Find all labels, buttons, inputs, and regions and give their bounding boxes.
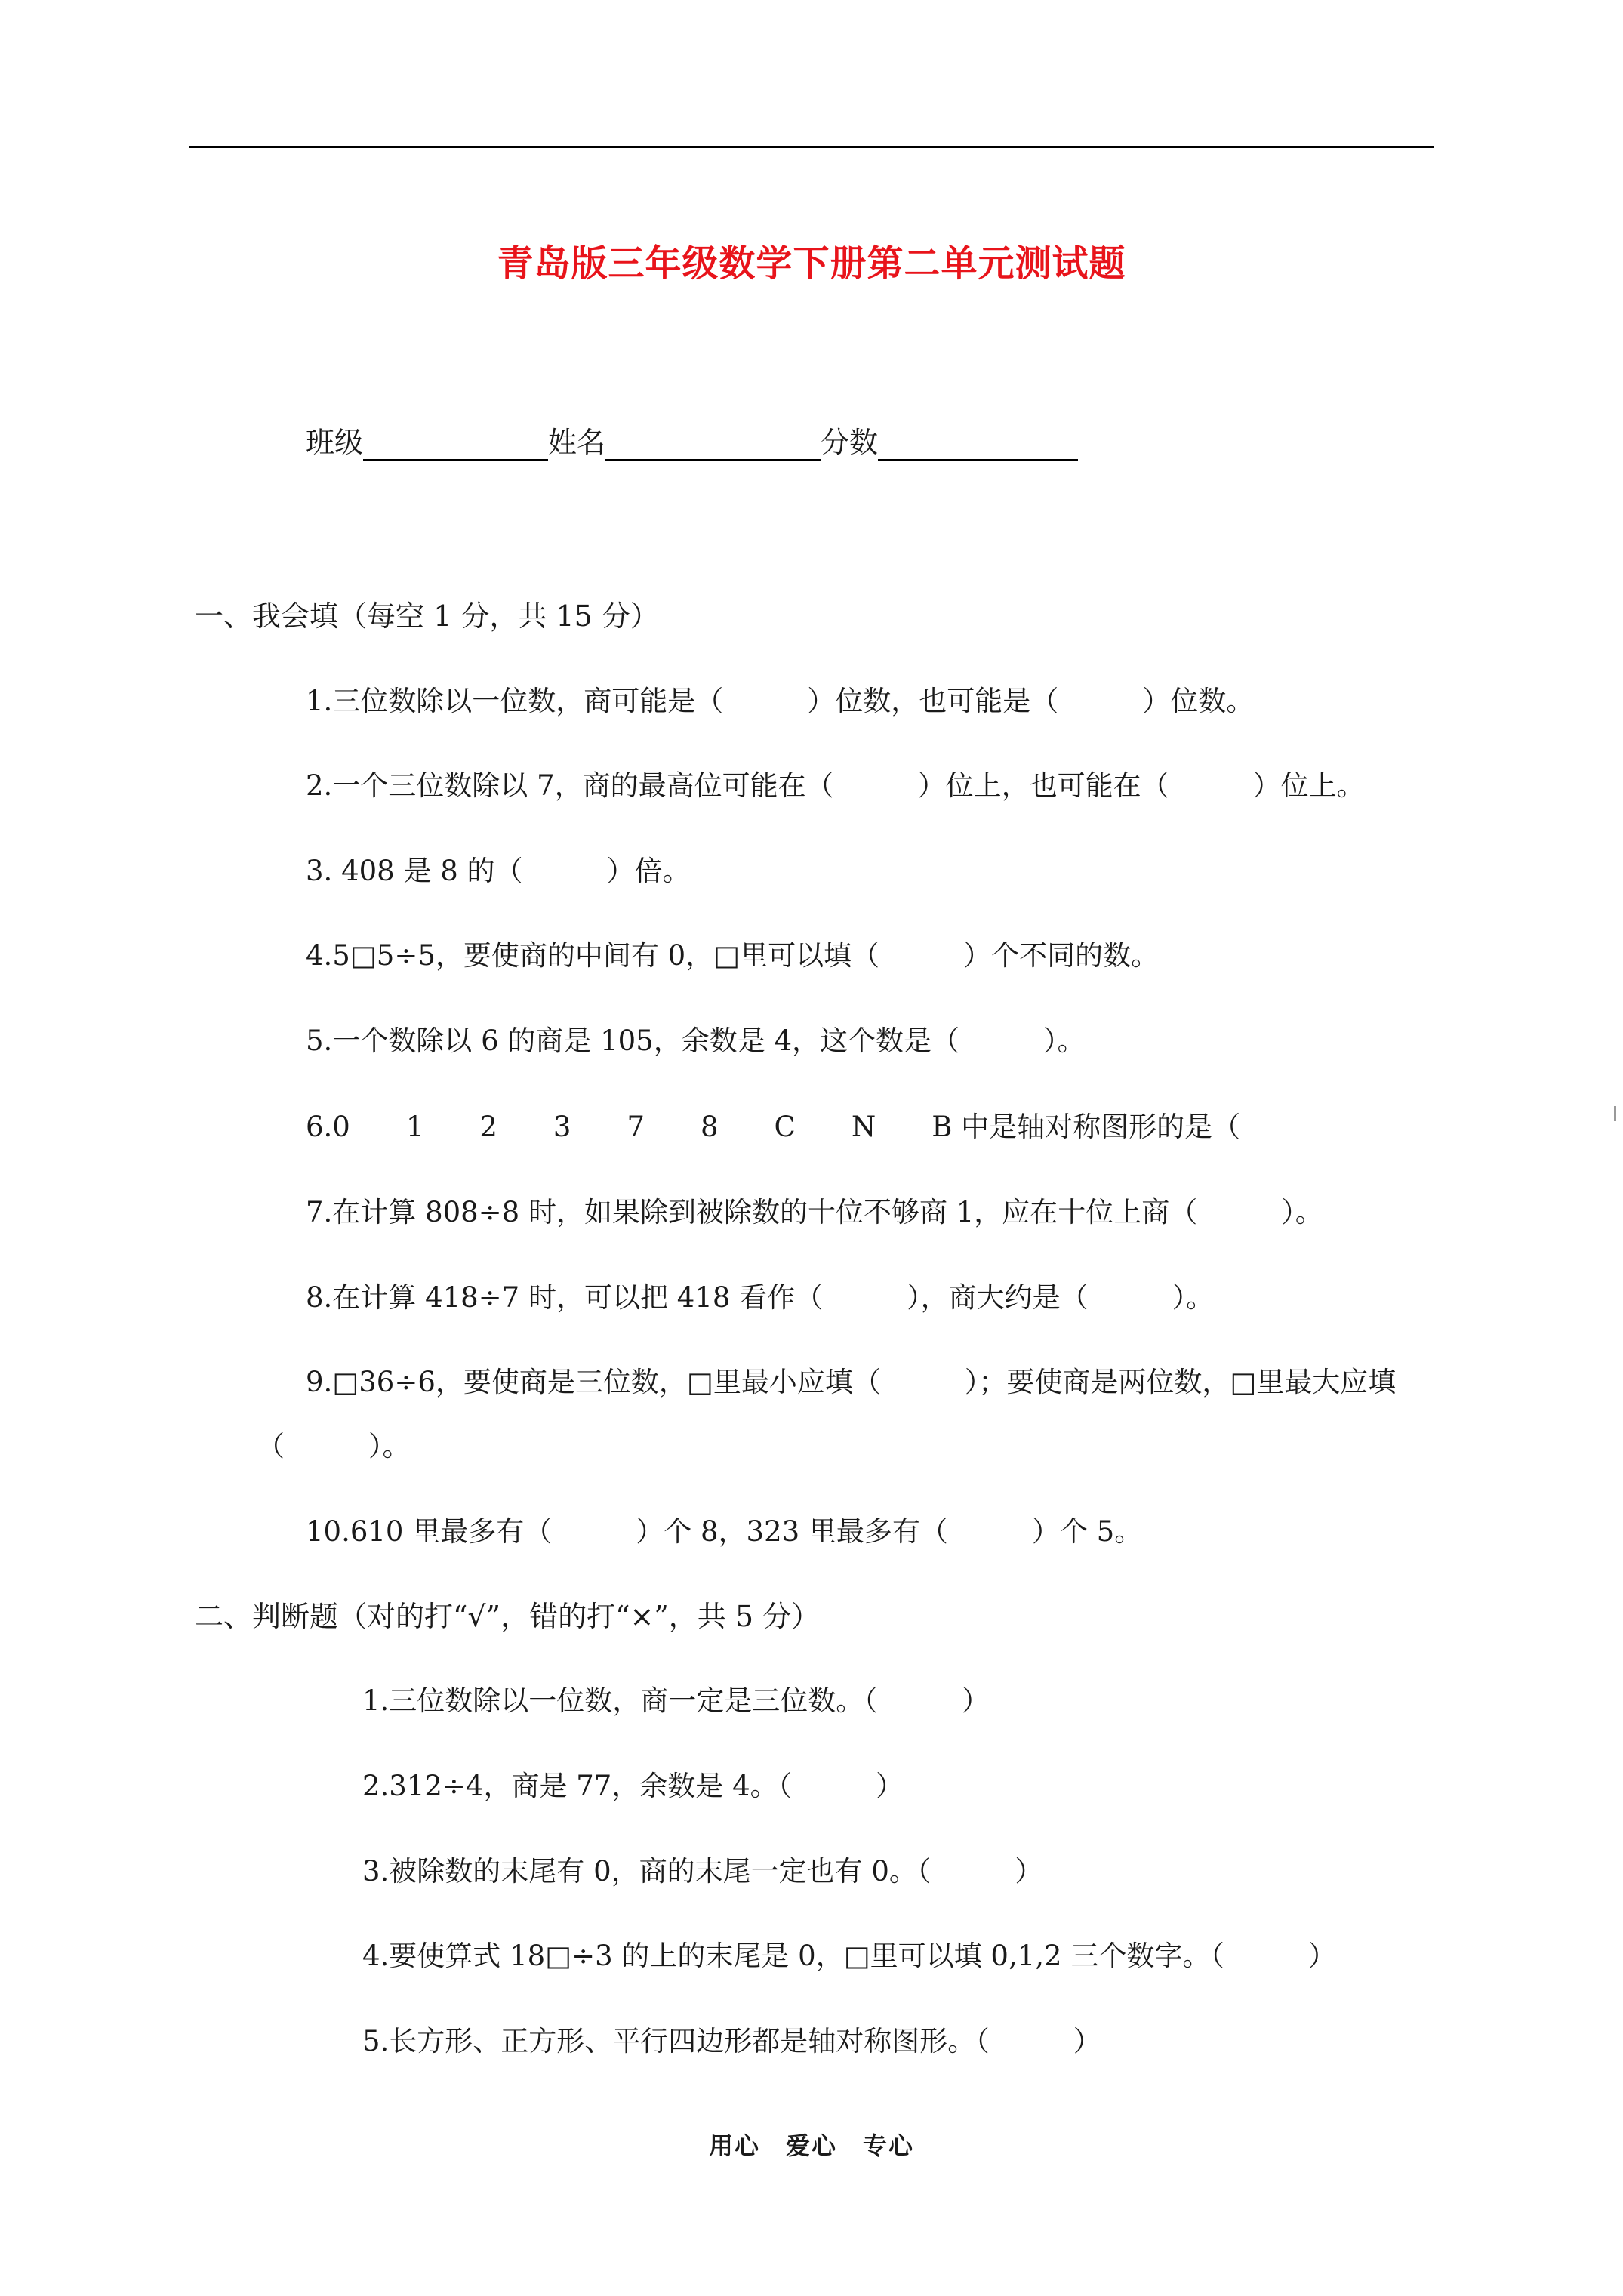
score-blank[interactable] [878,429,1078,461]
fill-question-8: 8.在计算 418÷7 时，可以把 418 看作（ ），商大约是（ ）。 [306,1281,1215,1314]
name-label: 姓名 [548,426,606,459]
fill-question-7: 7.在计算 808÷8 时，如果除到被除数的十位不够商 1，应在十位上商（ ）。 [306,1196,1323,1228]
header-rule [189,146,1434,148]
fill-question-9: 9.□36÷6，要使商是三位数，□里最小应填（ ）；要使商是两位数，□里最大应填 [306,1366,1397,1398]
fill-question-3: 3. 408 是 8 的（ ）倍。 [306,855,691,887]
fill-question-1: 1.三位数除以一位数，商可能是（ ）位数，也可能是（ ）位数。 [306,685,1255,717]
judge-question-2: 2.312÷4，商是 77，余数是 4。（ ） [362,1770,904,1802]
judge-question-4: 4.要使算式 18□÷3 的上的末尾是 0，□里可以填 0,1,2 三个数字。（ ） [362,1940,1336,1972]
edge-mark [1614,1106,1616,1121]
fill-question-5: 5.一个数除以 6 的商是 105，余数是 4，这个数是（ ）。 [306,1025,1086,1057]
page-title: 青岛版三年级数学下册第二单元测试题 [497,242,1126,285]
class-blank[interactable] [363,429,548,461]
name-blank[interactable] [605,429,821,461]
judge-question-1: 1.三位数除以一位数，商一定是三位数。（ ） [362,1684,990,1717]
fill-question-9-continued: （ ）。 [257,1430,411,1462]
page-footer: 用心 爱心 专心 [708,2131,914,2160]
class-label: 班级 [306,426,364,459]
fill-question-2: 2.一个三位数除以 7，商的最高位可能在（ ）位上，也可能在（ ）位上。 [306,769,1365,802]
fill-question-6: 6.0 1 2 3 7 8 C N B 中是轴对称图形的是（ [306,1111,1241,1143]
section2-heading: 二、判断题（对的打“√”，错的打“×”，共 5 分） [195,1600,821,1633]
student-info-line [306,419,1078,461]
score-label: 分数 [821,426,879,459]
judge-question-5: 5.长方形、正方形、平行四边形都是轴对称图形。（ ） [362,2025,1101,2057]
fill-question-10: 10.610 里最多有（ ）个 8，323 里最多有（ ）个 5。 [306,1515,1143,1548]
section1-heading: 一、我会填（每空 1 分，共 15 分） [195,599,659,633]
fill-question-4: 4.5□5÷5，要使商的中间有 0，□里可以填（ ）个不同的数。 [306,939,1160,972]
judge-question-3: 3.被除数的末尾有 0，商的末尾一定也有 0。（ ） [362,1855,1043,1888]
